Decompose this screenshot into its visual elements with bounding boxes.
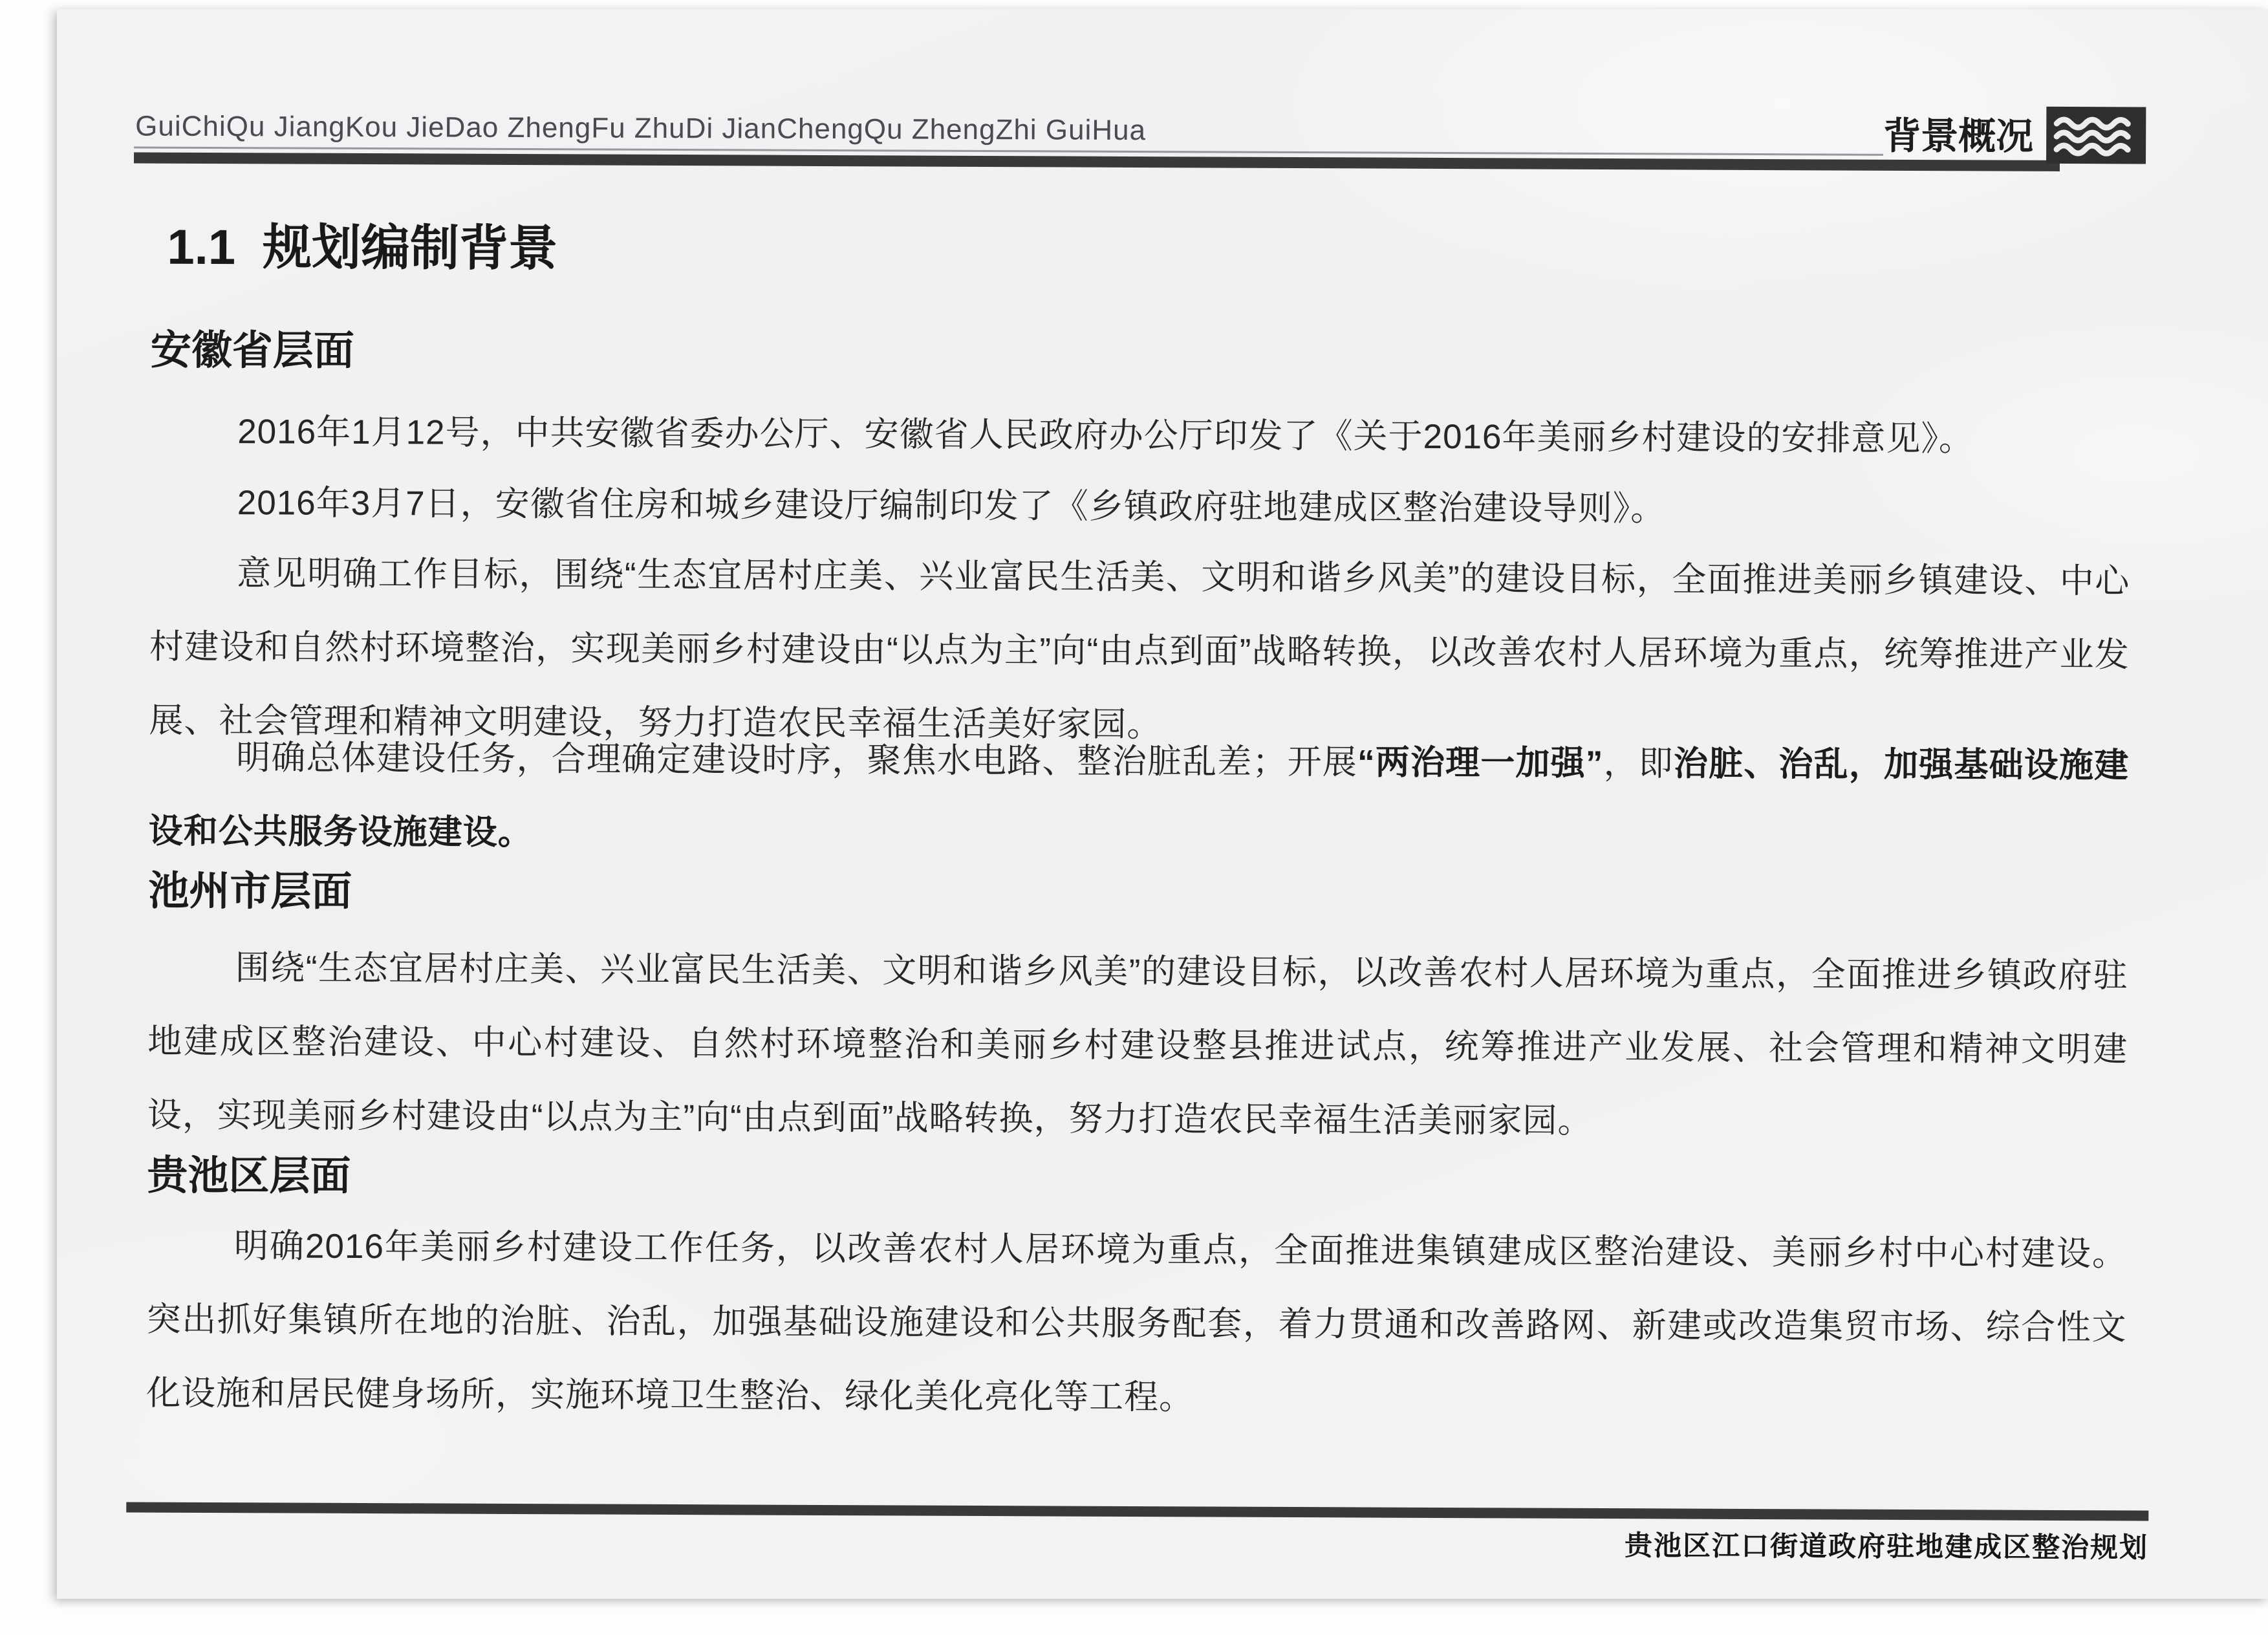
paragraph-with-emphasis: 明确总体建设任务，合理确定建设时序，聚焦水电路、整治脏乱差；开展“两治理一加强”，即治脏、治乱，加强基础设施建设和公共服务设施建设。 xyxy=(148,739,2130,852)
paragraph: 意见明确工作目标，围绕“生态宜居村庄美、兴业富民生活美、文明和谐乡风美”的建设目标，全面推进美丽乡镇建设、中心村建设和自然村环境整治，实现美丽乡村建设由“以点为主”向“由点到面”战略转换，以改善农村人居环境为重点，统筹推进产业发展、社会管理和精神文明建设，努力打造农民幸福生活美好家园。 xyxy=(149,554,2130,744)
paragraph: 明确2016年美丽乡村建设工作任务，以改善农村人居环境为重点，全面推进集镇建成区整治建设、美丽乡村中心村建设。突出抓好集镇所在地的治脏、治乱，加强基础设施建设和公共服务配套，着力贯通和改善路网、新建或改造集贸市场、综合性文化设施和居民健身场所，实施环境卫生整治、绿化美化亮化等工程。 xyxy=(146,1227,2128,1417)
paragraph: 2016年1月12号，中共安徽省委办公厅、安徽省人民政府办公厅印发了《关于2016年美丽乡村建设的安排意见》。 xyxy=(237,413,1974,459)
chapter-label: 背景概况 xyxy=(1883,114,2034,158)
page-content xyxy=(50,9,2268,1608)
paragraph: 围绕“生态宜居村庄美、兴业富民生活美、文明和谐乡风美”的建设目标，以改善农村人居环境为重点，全面推进乡镇政府驻地建成区整治建设、中心村建设、自然村环境整治和美丽乡村建设整县推进试点，统筹推进产业发展、社会管理和精神文明建设，实现美丽乡村建设由“以点为主”向“由点到面”战略转换，努力打造农民幸福生活美丽家园。 xyxy=(147,949,2128,1140)
section-heading-anhui: 安徽省层面 xyxy=(150,327,354,374)
section-heading-chizhou: 池州市层面 xyxy=(148,868,352,915)
page-title xyxy=(167,208,557,280)
running-title: GuiChiQu JiangKou JieDao ZhengFu ZhuDi JianChengQu ZhengZhi GuiHua xyxy=(135,110,1147,147)
bold-text: 治脏、治乱，加强基础设施建设和公共服务设施建设。 xyxy=(148,744,2130,852)
bold-text: “两治理一加强” xyxy=(1357,743,1604,783)
page-title-number: 1.1 xyxy=(167,219,236,276)
footer-project-title: 贵池区江口街道政府驻地建成区整治规划 xyxy=(1624,1530,2149,1564)
footer-bar xyxy=(126,1502,2148,1521)
paragraph: 2016年3月7日，安徽省住房和城乡建设厅编制印发了《乡镇政府驻地建成区整治建设导则》。 xyxy=(237,484,1666,528)
page-title-text: 规划编制背景 xyxy=(262,220,558,277)
section-heading-guichi: 贵池区层面 xyxy=(147,1153,351,1199)
waves-icon xyxy=(2047,108,2144,163)
chapter-tab xyxy=(1883,107,2144,163)
document-page xyxy=(57,9,2268,1599)
